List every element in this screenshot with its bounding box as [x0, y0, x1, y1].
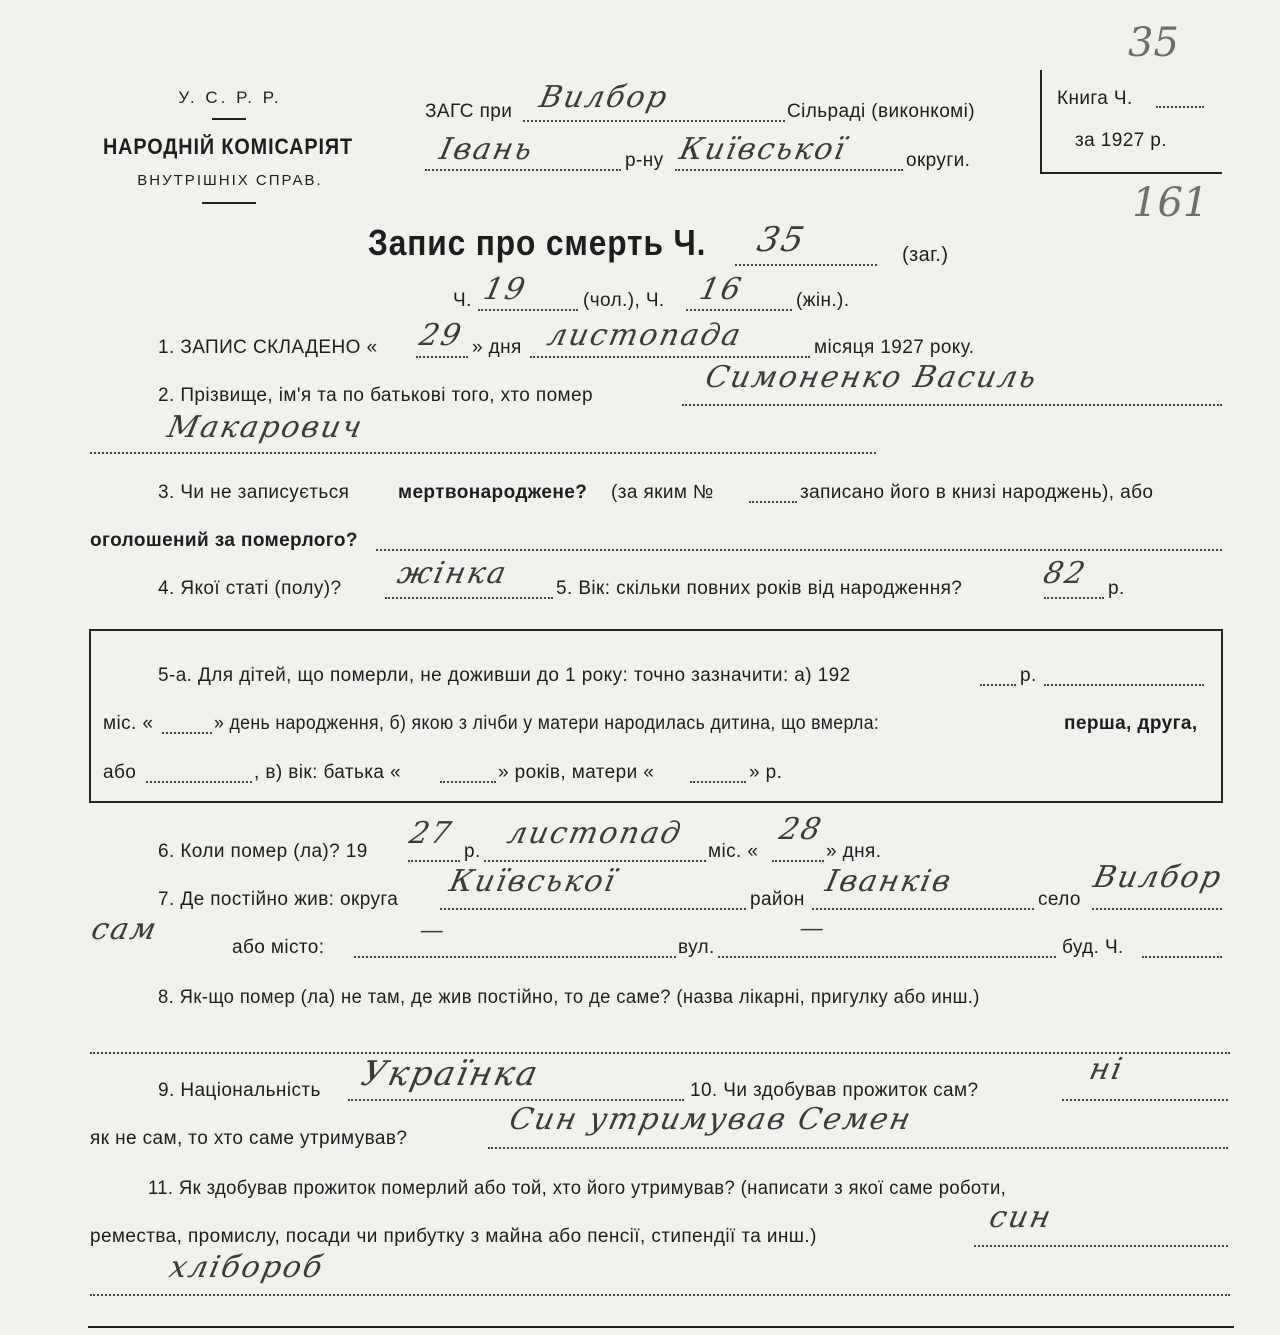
item5a-line3b: , в) вік: батька «: [254, 762, 401, 783]
item3-line2: [376, 535, 1222, 551]
item3-declared-dead: оголошений за померлого?: [90, 530, 358, 551]
item7-label: 7. Де постійно жив: округа: [158, 889, 399, 910]
male-label: (чол.), Ч.: [583, 290, 665, 311]
title-suffix: (заг.): [902, 244, 949, 266]
item5a-order-line: [146, 767, 252, 783]
item5a-year-line: [980, 670, 1016, 686]
item6-suffix: » дня.: [826, 841, 882, 862]
item3-number-line: [749, 487, 797, 503]
header-divider-2: [202, 202, 256, 204]
item9-label: 9. Національність: [158, 1080, 321, 1101]
item10-value: ні: [1086, 1052, 1128, 1087]
book-box-bottom: [1040, 172, 1222, 174]
line2-prefix: Ч.: [453, 290, 472, 311]
book-label: Книга Ч.: [1057, 88, 1133, 109]
item5a-line2b: » день народження, б) якою з лічби у матери народилась дитина, що вмерла:: [214, 713, 880, 734]
item10-label: 10. Чи здобував прожиток сам?: [690, 1080, 979, 1101]
header-divider: [212, 118, 246, 120]
item7-city-value: —: [417, 916, 449, 944]
item7-selo-label: село: [1038, 889, 1081, 910]
item5a-mother-age-line: [690, 767, 746, 783]
okruha-label: округи.: [906, 150, 971, 171]
item7-street-label: вул.: [678, 937, 715, 958]
item7-street-value: —: [797, 914, 829, 942]
title-number: 35: [753, 220, 810, 260]
item11-line1: 11. Як здобував прожиток померлий або той, хто його утримував? (написати з якої саме роботи,: [148, 1178, 1007, 1199]
zags-value: Вилбор: [536, 80, 672, 115]
item5a-month-line: [1044, 670, 1204, 686]
item3-line1d: записано його в книзі народжень), або: [800, 482, 1154, 503]
item2-value2: Макарович: [164, 410, 367, 445]
item5-value: 82: [1040, 556, 1090, 591]
item5-suffix: р.: [1108, 578, 1125, 599]
item11-value2: хлібороб: [166, 1250, 328, 1285]
item7-selo-line: [1092, 894, 1222, 910]
item5a-line3a: або: [103, 762, 137, 783]
item6-day: 28: [776, 812, 826, 847]
header-commissariat: НАРОДНІЙ КОМІСАРІЯТ: [102, 134, 354, 159]
item4-value: жінка: [394, 556, 511, 591]
item8-line: [90, 1038, 1230, 1054]
item1-day: 29: [416, 318, 466, 353]
item3-stillborn: мертвонароджене?: [398, 482, 588, 503]
item7-city-label: або місто:: [232, 937, 325, 958]
female-label: (жін.).: [796, 290, 850, 311]
book-year: за 1927 р.: [1075, 130, 1167, 151]
item1-prefix: 1. ЗАПИС СКЛАДЕНО «: [158, 337, 378, 358]
female-number: 16: [696, 272, 746, 307]
item5a-father-age-line: [440, 767, 496, 783]
pencil-number-top: 35: [1128, 20, 1179, 66]
item5-label: 5. Вік: скільки повних років від народження?: [556, 578, 963, 599]
item4-label: 4. Якої статі (полу)?: [158, 578, 342, 599]
item5a-line1: 5-а. Для дітей, що померли, не доживши до 1 року: точно зазначити: а) 192: [158, 665, 851, 686]
item6-mis: міс. «: [708, 841, 759, 862]
item2-value1: Симоненко Василь: [702, 360, 1042, 395]
item7-street-line: [718, 942, 1056, 958]
item7-okruha: Київської: [446, 864, 621, 899]
item10-line: [1062, 1085, 1228, 1101]
item6-year-line: [408, 846, 460, 862]
item7-raion-label: район: [750, 889, 805, 910]
item5a-line3d: » р.: [749, 762, 783, 783]
item11-value1: син: [986, 1200, 1056, 1235]
council-label: Сільраді (виконкомі): [787, 101, 975, 122]
item6-r: р.: [464, 841, 481, 862]
item7-selo-1: Вилбор: [1090, 860, 1226, 895]
item5a-line3c: » років, матери «: [498, 762, 655, 783]
item10b-value: Син утримував Семен: [506, 1102, 916, 1137]
district-value: Івань: [436, 132, 538, 167]
item11-line2: ремества, промислу, посади чи прибутку з майна або пенсії, стипендії та инш.): [90, 1226, 817, 1247]
pencil-number-bottom: 161: [1132, 180, 1209, 226]
okruha-value: Київської: [676, 132, 851, 167]
header-country: У. С. Р. Р.: [178, 88, 282, 107]
item2-label: 2. Прізвище, ім'я та по батькові того, хто помер: [158, 385, 593, 406]
item7-house-label: буд. Ч.: [1062, 937, 1124, 958]
item7-raion: Іванків: [822, 864, 956, 899]
book-box-border: [1040, 70, 1042, 174]
item7-selo-2: сам: [88, 912, 162, 947]
book-number-line: [1156, 92, 1204, 108]
item9-value: Українка: [357, 1054, 544, 1094]
item7-house-line: [1142, 942, 1222, 958]
item5a-day-line: [162, 718, 212, 734]
item5a-line1-end: р.: [1020, 665, 1037, 686]
bottom-rule: [88, 1326, 1234, 1328]
header-department: ВНУТРІШНІХ СПРАВ.: [137, 172, 323, 189]
item5a-line2a: міс. «: [103, 713, 154, 734]
item6-day-line: [772, 846, 824, 862]
item3-line1a: 3. Чи не записується: [158, 482, 350, 503]
item1-suffix: місяця 1927 року.: [814, 337, 975, 358]
district-label: р-ну: [625, 150, 664, 171]
item10b-label: як не сам, то хто саме утримував?: [90, 1128, 408, 1149]
male-number: 19: [480, 272, 530, 307]
item8-label: 8. Як-що помер (ла) не там, де жив постійно, то де саме? (назва лікарні, пригулку або инш.): [158, 987, 980, 1008]
zags-label: ЗАГС при: [425, 101, 513, 122]
item7-city-line: [354, 942, 676, 958]
item3-line1c: (за яким №: [611, 482, 714, 503]
item6-month: листопад: [504, 816, 686, 851]
form-title: Запис про смерть Ч.: [368, 222, 707, 263]
item5a-first-second: перша, друга,: [1064, 713, 1198, 734]
item1-month: листопада: [544, 318, 746, 353]
item1-mid: » дня: [472, 337, 522, 358]
item6-prefix: 6. Коли помер (ла)? 19: [158, 841, 368, 862]
item6-year: 27: [406, 816, 456, 851]
